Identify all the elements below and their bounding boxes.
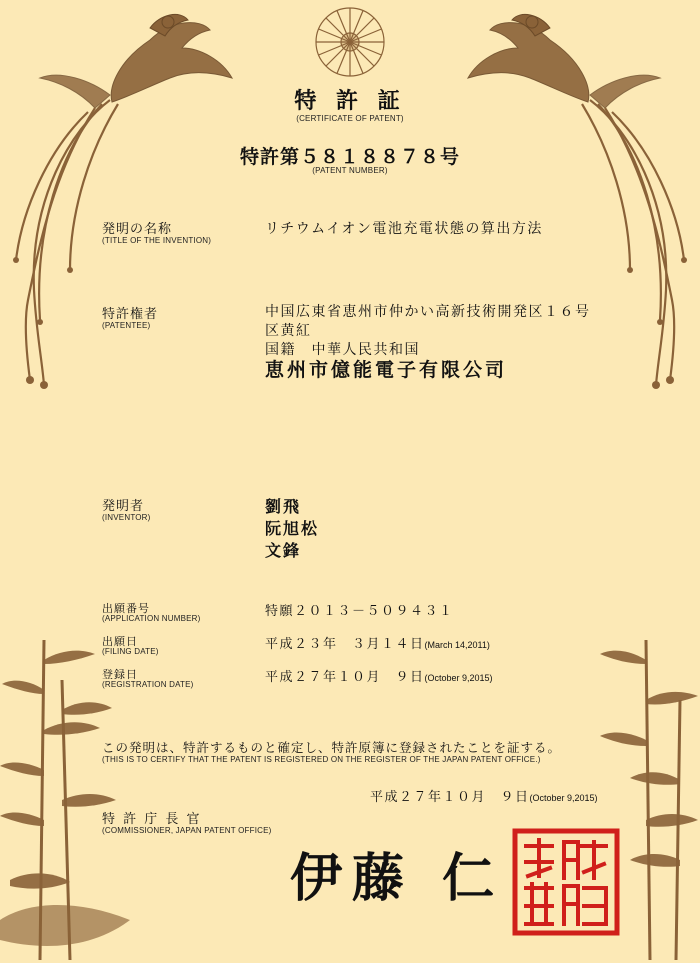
inventor-name: 劉飛 [265, 497, 302, 516]
phoenix-right-icon [450, 0, 700, 400]
application-number: 特願２０１３－５０９４３１ [265, 604, 454, 619]
commissioner-label-en: (COMMISSIONER, JAPAN PATENT OFFICE) [102, 826, 272, 835]
filing-label-en: (FILING DATE) [102, 647, 159, 656]
patentee-address-line1: 中国広東省恵州市仲かい高新技術開発区１６号 [265, 304, 591, 320]
invention-title: リチウムイオン電池充電状態の算出方法 [265, 221, 543, 237]
filing-label: 出願日 [102, 635, 138, 648]
certify-date [370, 786, 598, 805]
registration-label: 登録日 [102, 668, 138, 681]
certify-date-en: (October 9,2015) [529, 793, 598, 803]
patent-number-suffix: 号 [440, 146, 461, 168]
inventor-label: 発明者 [102, 499, 145, 514]
patent-number-en: (PATENT NUMBER) [312, 166, 388, 175]
filing-date [265, 633, 490, 652]
inventor-name: 文鋒 [265, 541, 302, 560]
patentee-nationality: 国籍 中華人民共和国 [265, 342, 420, 358]
patentee-name: 恵州市億能電子有限公司 [265, 359, 508, 381]
commissioner-signature: 伊藤 仁 [290, 848, 505, 909]
patentee-label-en: (PATENTEE) [102, 321, 151, 330]
invention-label: 発明の名称 [102, 222, 173, 237]
certify-date-ja: 平成２７年１０月 ９日 [370, 790, 530, 805]
commissioner-label: 特 許 庁 長 官 [102, 812, 202, 827]
patentee-address-line2: 区黄紅 [265, 323, 312, 339]
certificate-title-en: (CERTIFICATE OF PATENT) [296, 114, 404, 123]
official-seal-icon [512, 828, 620, 936]
patent-number-value: ５８１８８７８ [299, 146, 440, 168]
application-label-en: (APPLICATION NUMBER) [102, 614, 201, 623]
inventor-label-en: (INVENTOR) [102, 513, 151, 522]
patent-number-prefix: 特許第 [239, 146, 300, 168]
registration-label-en: (REGISTRATION DATE) [102, 680, 194, 689]
certify-text-en: (THIS IS TO CERTIFY THAT THE PATENT IS REGISTERED ON THE REGISTER OF THE JAPAN PATENT OFFICE.) [102, 755, 541, 764]
chrysanthemum-emblem-icon [312, 4, 388, 80]
phoenix-left-icon [0, 0, 250, 400]
registration-date-en: (October 9,2015) [424, 673, 493, 683]
filing-date-en: (March 14,2011) [424, 640, 490, 650]
filing-date-ja: 平成２３年 ３月１４日 [265, 637, 425, 652]
patentee-label: 特許権者 [102, 307, 159, 322]
registration-date-ja: 平成２７年１０月 ９日 [265, 670, 425, 685]
patent-number [0, 142, 700, 169]
inventor-name: 阮旭松 [265, 519, 320, 538]
registration-date [265, 666, 493, 685]
application-label: 出願番号 [102, 602, 150, 615]
certificate-title: 特 許 証 [294, 88, 406, 114]
certify-text: この発明は、特許するものと確定し、特許原簿に登録されたことを証する。 [102, 740, 562, 755]
invention-label-en: (TITLE OF THE INVENTION) [102, 236, 212, 245]
